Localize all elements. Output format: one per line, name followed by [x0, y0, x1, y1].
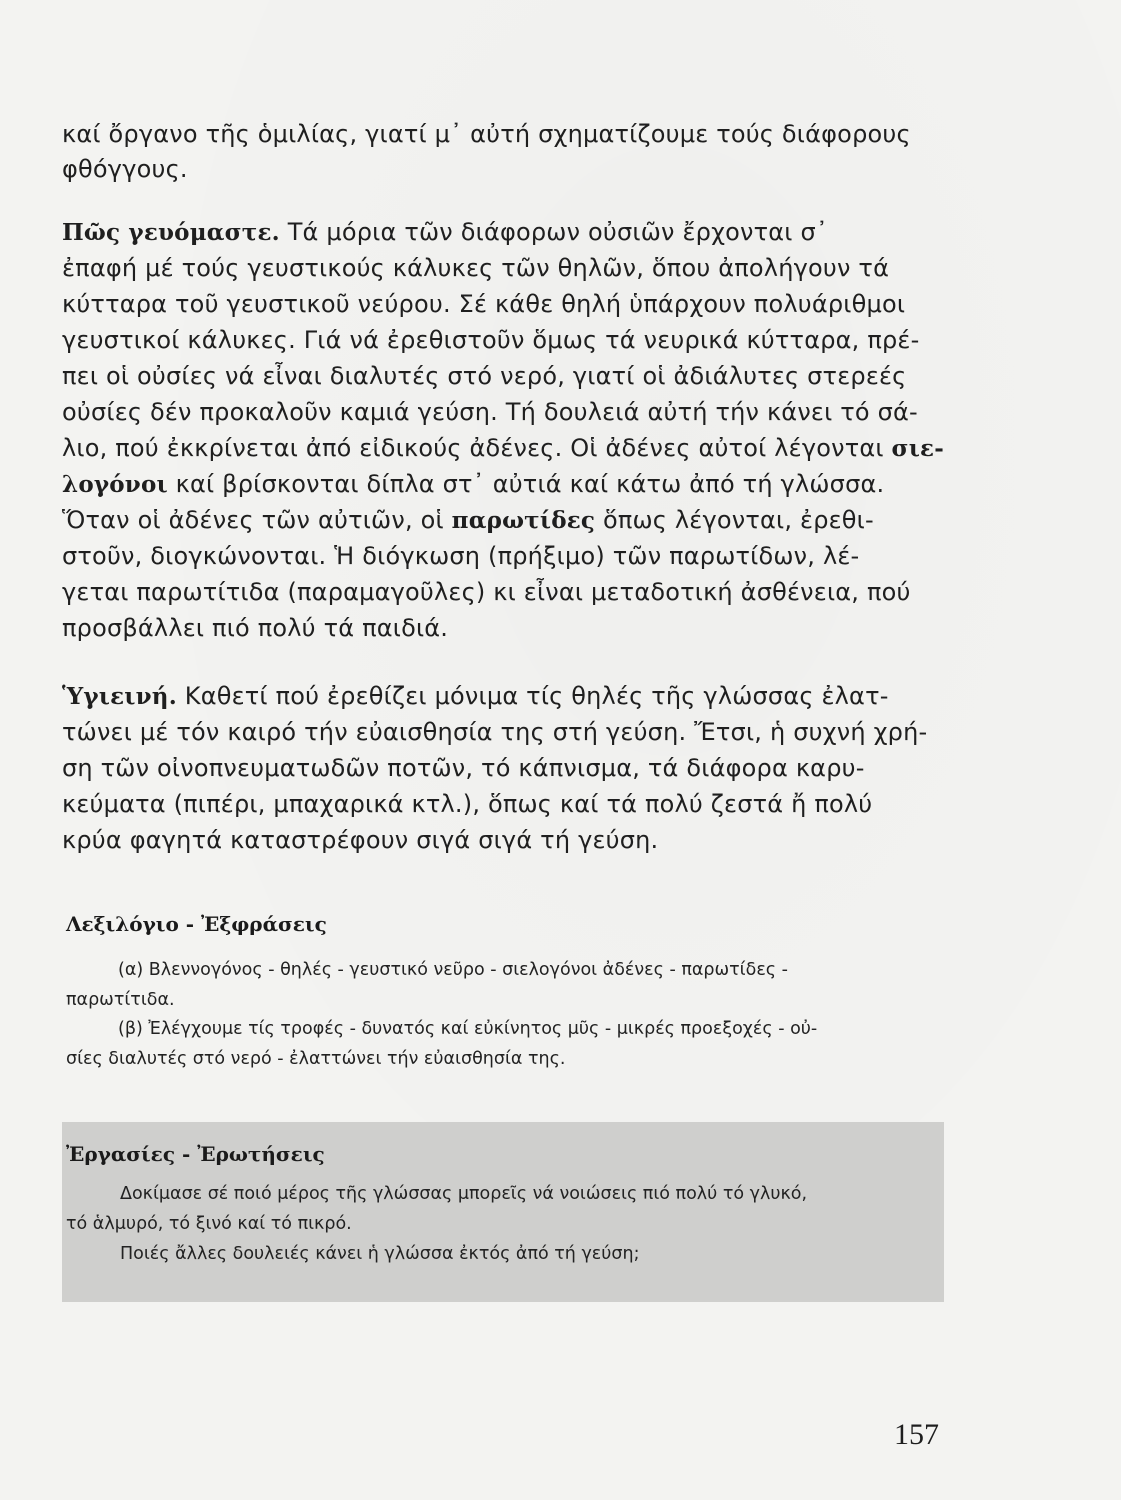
- text-line: [62, 220, 828, 244]
- task-question-1-cont: τό ἁλμυρό, τό ξινό καί τό πικρό.: [66, 1214, 352, 1234]
- vocabulary-a: (α) Βλεννογόνος - θηλές - γευστικό νεῦρο - σιελογόνοι ἀδένες - παρωτίδες -: [118, 960, 788, 980]
- text-line: καί ὄργανο τῆς ὁμιλίας, γιατί μ᾽ αὐτή σχηματίζουμε τούς διάφορους: [62, 120, 911, 148]
- text-line: στοῦν, διογκώνονται. Ἡ διόγκωση (πρήξιμο) τῶν παρωτίδων, λέ-: [62, 542, 860, 570]
- text-line: κεύματα (πιπέρι, μπαχαρικά κτλ.), ὅπως καί τά πολύ ζεστά ἤ πολύ: [62, 790, 873, 818]
- section-heading-hygiene: Ὑγιεινή.: [62, 683, 177, 710]
- page-number: 157: [894, 1418, 939, 1451]
- text-line: [62, 508, 874, 532]
- text-line: [62, 684, 889, 708]
- term-parotides: παρωτίδες: [451, 507, 596, 534]
- vocabulary-a-cont: παρωτίτιδα.: [66, 990, 175, 1010]
- text-line: οὐσίες δέν προκαλοῦν καμιά γεύση. Τή δουλειά αὐτή τήν κάνει τό σά-: [62, 398, 918, 426]
- tasks-heading: Ἐργασίες - Ἐρωτήσεις: [66, 1142, 325, 1166]
- text-line: [62, 472, 884, 496]
- text-span: Ὅταν οἱ ἀδένες τῶν αὐτιῶν, οἱ: [62, 506, 452, 534]
- vocabulary-b: (β) Ἐλέγχουμε τίς τροφές - δυνατός καί εὐκίνητος μῦς - μικρές προεξοχές - οὐ-: [118, 1019, 818, 1039]
- text-span: ὅπως λέγονται, ἐρεθι-: [595, 506, 874, 534]
- text-span: λιο, πού ἐκκρίνεται ἀπό εἰδικούς ἀδένες. Οἱ ἀδένες αὐτοί λέγονται: [62, 434, 892, 462]
- task-question-2: Ποιές ἄλλες δουλειές κάνει ἡ γλώσσα ἐκτός ἀπό τή γεύση;: [120, 1244, 640, 1264]
- text-line: φθόγγους.: [62, 155, 188, 183]
- text-span: Τά μόρια τῶν διάφορων οὐσιῶν ἔρχονται σ᾽: [279, 218, 829, 246]
- text-line: τώνει μέ τόν καιρό τήν εὐαισθησία της στή γεύση. Ἔτσι, ἡ συχνή χρή-: [62, 718, 928, 746]
- text-line: ση τῶν οἰνοπνευματωδῶν ποτῶν, τό κάπνισμα, τά διάφορα καρυ-: [62, 754, 865, 782]
- text-span: καί βρίσκονται δίπλα στ᾽ αὐτιά καί κάτω ἀπό τή γλώσσα.: [167, 470, 885, 498]
- text-line: γευστικοί κάλυκες. Γιά νά ἐρεθιστοῦν ὅμως τά νευρικά κύτταρα, πρέ-: [62, 326, 920, 354]
- term-sielogonoi: σιε-: [891, 435, 944, 462]
- text-line: κρύα φαγητά καταστρέφουν σιγά σιγά τή γεύση.: [62, 826, 659, 854]
- section-heading-taste: Πῶς γευόμαστε.: [62, 219, 280, 246]
- text-line: ἐπαφή μέ τούς γευστικούς κάλυκες τῶν θηλῶν, ὅπου ἀπολήγουν τά: [62, 254, 890, 282]
- task-question-1: Δοκίμασε σέ ποιό μέρος τῆς γλώσσας μπορεῖς νά νοιώσεις πιό πολύ τό γλυκό,: [120, 1184, 808, 1204]
- text-line: [62, 436, 944, 460]
- term-sielogonoi-cont: λογόνοι: [62, 471, 168, 498]
- text-line: κύτταρα τοῦ γευστικοῦ νεύρου. Σέ κάθε θηλή ὑπάρχουν πολυάριθμοι: [62, 290, 906, 318]
- text-line: πει οἱ οὐσίες νά εἶναι διαλυτές στό νερό, γιατί οἱ ἀδιάλυτες στερεές: [62, 362, 907, 390]
- text-line: γεται παρωτίτιδα (παραμαγοῦλες) κι εἶναι μεταδοτική ἀσθένεια, πού: [62, 578, 911, 606]
- vocabulary-b-cont: σίες διαλυτές στό νερό - ἐλαττώνει τήν εὐαισθησία της.: [66, 1049, 566, 1069]
- text-span: Καθετί πού ἐρεθίζει μόνιμα τίς θηλές τῆς γλώσσας ἐλατ-: [176, 682, 889, 710]
- vocabulary-heading: Λεξιλόγιο - Ἐξφράσεις: [66, 912, 327, 936]
- text-line: προσβάλλει πιό πολύ τά παιδιά.: [62, 614, 449, 642]
